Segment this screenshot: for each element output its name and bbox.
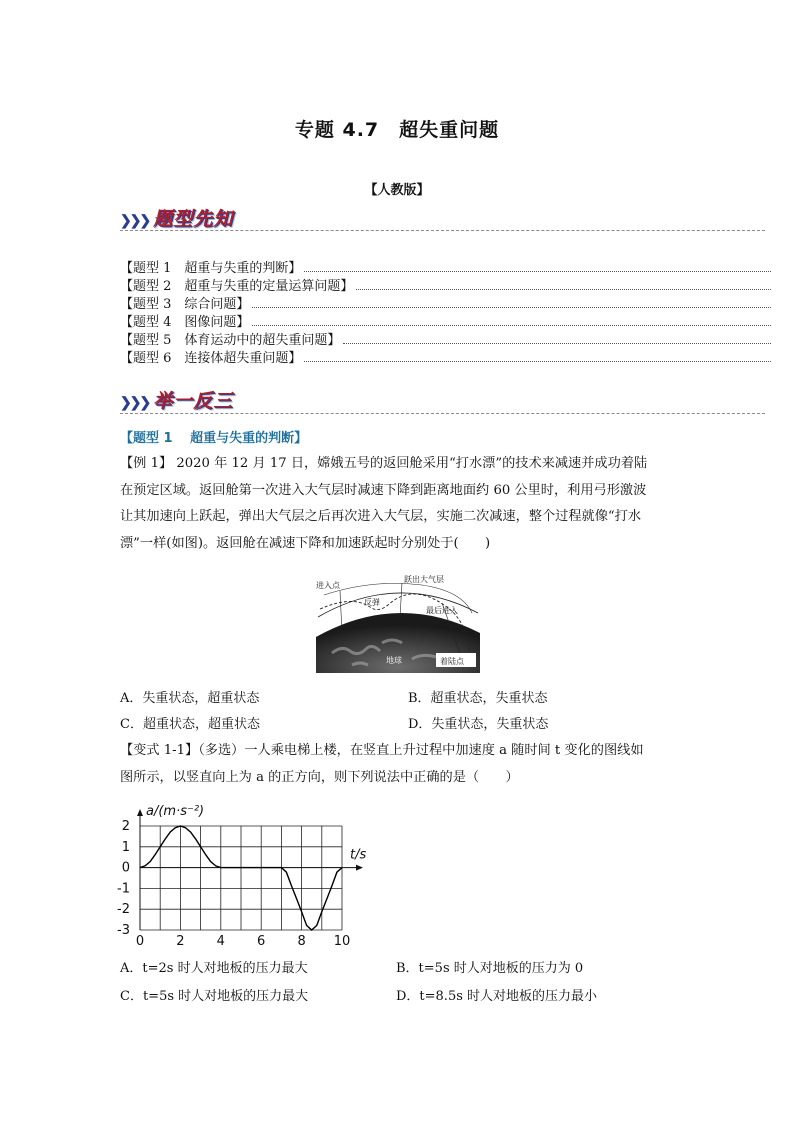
toc-item-label: 【题型 1 超重与失重的判断】	[120, 261, 302, 276]
toc-item-2[interactable]	[120, 276, 773, 294]
x-tick-label: 8	[297, 934, 306, 949]
triple-chevron-icon: ❯❯❯	[120, 395, 150, 411]
toc-leader-dots	[304, 361, 771, 362]
x-axis-arrow	[356, 865, 363, 871]
x-tick-label: 4	[216, 934, 225, 949]
toc-item-label: 【题型 3 综合问题】	[120, 297, 250, 312]
page-title: 专题 4.7 超失重问题	[294, 119, 500, 141]
y-axis-arrow	[137, 809, 143, 816]
option-d[interactable]: D．失重状态，失重状态	[408, 717, 549, 732]
x-axis-label: t/s	[350, 847, 367, 863]
banner-examples	[120, 386, 233, 414]
x-tick-label: 2	[176, 934, 185, 949]
toc-item-label: 【题型 2 超重与失重的定量运算问题】	[120, 279, 354, 294]
toc-leader-dots	[356, 289, 771, 290]
variant-option-d[interactable]: D．t=8.5s 时人对地板的压力最小	[396, 989, 598, 1004]
example-line: 在预定区域。返回舱第一次进入大气层时减速下降到距离地面约 60 公里时，利用弓形激波	[120, 482, 647, 498]
label-exit-atmosphere: 跃出大气层	[404, 575, 444, 584]
y-tick-label: -1	[117, 881, 130, 897]
toc-item-6[interactable]	[120, 348, 773, 366]
toc-leader-dots	[252, 307, 771, 308]
example-label: 【例 1】	[120, 456, 173, 471]
example-line: 让其加速向上跃起，弹出大气层之后再次进入大气层，实施二次减速，整个过程就像“打水	[120, 509, 642, 524]
dashed-divider	[120, 413, 765, 414]
option-c[interactable]: C．超重状态，超重状态	[120, 717, 260, 732]
dashed-divider	[120, 230, 765, 231]
y-tick-label: 1	[121, 839, 130, 855]
y-tick-label: -2	[117, 902, 130, 918]
label-entry-point: 进入点	[316, 581, 340, 590]
toc-item-label: 【题型 5 体育运动中的超失重问题】	[120, 333, 341, 348]
option-a[interactable]: A．失重状态，超重状态	[120, 691, 260, 706]
edition-label: 【人教版】	[364, 183, 430, 198]
variant-label: 【变式 1-1】	[120, 743, 199, 758]
banner-title: 题型先知	[153, 208, 234, 230]
acceleration-time-chart	[112, 800, 372, 950]
x-tick-label: 6	[257, 934, 266, 949]
label-final-entry: 最后进入	[426, 606, 458, 615]
toc-item-3[interactable]	[120, 294, 773, 312]
example-line: 漂”一样(如图)。返回舱在减速下降和加速跃起时分别处于( )	[120, 535, 491, 551]
banner-title: 举一反三	[153, 390, 234, 412]
variant-option-a[interactable]: A．t=2s 时人对地板的压力最大	[120, 961, 308, 976]
example-1-text	[120, 451, 680, 557]
y-tick-label: -3	[117, 923, 130, 938]
toc-leader-dots	[252, 325, 771, 326]
toc-item-label: 【题型 6 连接体超失重问题】	[120, 351, 302, 366]
toc-item-5[interactable]	[120, 330, 773, 348]
x-tick-label: 10	[333, 934, 351, 949]
variant-option-c[interactable]: C．t=5s 时人对地板的压力最大	[120, 989, 309, 1004]
toc-item-4[interactable]	[120, 312, 773, 330]
toc-item-label: 【题型 4 图像问题】	[120, 315, 250, 330]
example-line: 2020 年 12 月 17 日，嫦娥五号的返回舱采用“打水漂”的技术来减速并成功着陆	[176, 456, 648, 471]
toc-item-1[interactable]	[120, 258, 773, 276]
label-landing-point: 着陆点	[440, 657, 464, 666]
variant-line: （多选）一人乘电梯上楼，在竖直上升过程中加速度 a 随时间 t 变化的图线如	[198, 743, 644, 758]
toc-leader-dots	[343, 343, 771, 344]
section-heading: 【题型 1 超重与失重的判断】	[120, 431, 308, 446]
label-earth: 地球	[386, 656, 402, 665]
banner-question-types	[120, 204, 233, 232]
variant-line: 图所示，以竖直向上为 a 的正方向，则下列说法中正确的是（ ）	[120, 769, 519, 785]
x-tick-label: 0	[135, 934, 145, 949]
y-tick-label: 0	[121, 860, 130, 876]
reentry-figure	[312, 573, 484, 673]
y-axis-label: a/(m·s⁻²)	[146, 804, 205, 819]
label-bounce: 反弹	[364, 598, 380, 607]
y-tick-label: 2	[121, 819, 130, 834]
triple-chevron-icon: ❯❯❯	[120, 213, 150, 229]
toc-leader-dots	[304, 271, 771, 272]
option-b[interactable]: B．超重状态，失重状态	[408, 691, 548, 706]
variant-1-1-text	[120, 738, 680, 791]
variant-option-b[interactable]: B．t=5s 时人对地板的压力为 0	[396, 961, 584, 976]
